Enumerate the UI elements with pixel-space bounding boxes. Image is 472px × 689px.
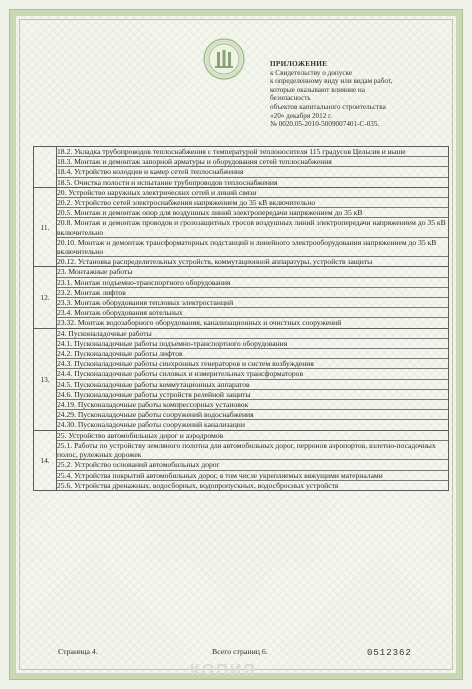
- work-item: 23.1. Монтаж подъемно-транспортного оборудования: [57, 278, 448, 288]
- work-item: 23.3. Монтаж оборудования тепловых электростанций: [57, 298, 448, 308]
- header-line: «20» декабря 2012 г.: [270, 111, 333, 120]
- work-item: 24.3. Пусконаладочные работы синхронных генераторов и систем возбуждения: [57, 359, 448, 369]
- work-item: 23.4. Монтаж оборудования котельных: [57, 308, 448, 318]
- work-item: 23. Монтажные работы: [57, 267, 448, 277]
- header-line: к определенному виду или видам работ,: [270, 77, 393, 86]
- work-item: 24.4. Пусконаладочные работы силовых и измерительных трансформаторов: [57, 369, 448, 379]
- work-item: 18.2. Укладка трубопроводов теплоснабжения с температурой теплоносителя 115 градусов Цельсия и выше: [57, 147, 448, 157]
- work-item: 25. Устройство автомобильных дорог и аэродромов: [57, 431, 448, 441]
- work-item: 20.8. Монтаж и демонтаж проводов и грозозащитных тросов воздушных линий электропередачи напряжением до 35 кВ включительно: [57, 218, 448, 237]
- work-item: 25.4. Устройства покрытий автомобильных дорог, в том числе укрепляемых вяжущими материалами: [57, 471, 448, 481]
- work-item: 20.5. Монтаж и демонтаж опор для воздушных линий электропередачи напряжением до 35 кВ: [57, 208, 448, 218]
- appendix-title: ПРИЛОЖЕНИЕ: [270, 60, 328, 68]
- header-line: № 0020.05-2010-5009007401-С-035.: [270, 120, 380, 129]
- work-item: 24.6. Пусконаладочные работы устройств релейной защиты: [57, 390, 448, 400]
- work-item: 18.4. Устройство колодцев и камер сетей теплоснабжения: [57, 167, 448, 177]
- work-item: 20.10. Монтаж и демонтаж трансформаторных подстанций и линейного электрооборудования напряжением до 35 кВ включительно: [57, 238, 448, 257]
- row-content: [57, 187, 449, 267]
- work-item: 25.6. Устройства дренажных, водосборных, водопропускных, водосбросных устройств: [57, 480, 339, 490]
- works-table: [33, 146, 449, 491]
- row-number: 14.: [34, 430, 57, 490]
- work-item: 25.2. Устройство оснований автомобильных дорог: [57, 460, 448, 470]
- row-content: [57, 328, 449, 430]
- seal-emblem-icon: [203, 38, 245, 80]
- work-item: 23.2. Монтаж лифтов: [57, 288, 448, 298]
- row-content: [57, 430, 449, 490]
- work-item: 18.3. Монтаж и демонтаж запорной арматуры и оборудования сетей теплоснабжения: [57, 157, 448, 167]
- header-line: объектов капитального строительства: [270, 102, 386, 111]
- work-item: 24.19. Пусконаладочные работы компрессорных установок: [57, 400, 448, 410]
- table-row: [34, 147, 449, 188]
- serial-number: 0512362: [367, 648, 412, 658]
- work-item: 24.29. Пусконаладочные работы сооружений водоснабжения: [57, 410, 448, 420]
- work-item: 20. Устройство наружных электрических сетей и линий связи: [57, 188, 448, 198]
- table-row: [34, 267, 449, 328]
- work-item: 24. Пусконаладочные работы: [57, 329, 448, 339]
- row-number: [34, 147, 57, 188]
- row-number: 12.: [34, 267, 57, 328]
- table-row: [34, 430, 449, 490]
- work-item: 23.32. Монтаж водозаборного оборудования, канализационных и очистных сооружений: [57, 318, 342, 328]
- page-number: Страница 4.: [58, 647, 98, 656]
- header-line: безопасность: [270, 94, 311, 103]
- appendix-header: [270, 60, 460, 129]
- work-item: 18.5. Очистка полости и испытание трубопроводов теплоснабжения: [57, 177, 278, 187]
- work-item: 24.30. Пусконаладочные работы сооружений канализации: [57, 420, 245, 430]
- work-item: 20.2. Устройство сетей электроснабжения напряжением до 35 кВ включительно: [57, 198, 448, 208]
- work-item: 25.1. Работы по устройству земляного полотна для автомобильных дорог, перронов аэропортов, взлетно-посадочных полос, рулежных дорожек: [57, 441, 448, 460]
- work-item: 24.2. Пусконаладочные работы лифтов: [57, 349, 448, 359]
- header-line: к Свидетельству о допуске: [270, 68, 353, 77]
- row-number: 13.: [34, 328, 57, 430]
- row-number: 11.: [34, 187, 57, 267]
- row-content: [57, 147, 449, 188]
- total-pages: Всего страниц 6.: [212, 647, 268, 656]
- copy-watermark: КОПИЯ: [190, 662, 257, 679]
- work-item: 24.1. Пусконаладочные работы подъемно-транспортного оборудования: [57, 339, 448, 349]
- table-row: [34, 328, 449, 430]
- work-item: 24.5. Пусконаладочные работы коммутационных аппаратов: [57, 380, 448, 390]
- header-line: которые оказывают влияние на: [270, 85, 365, 94]
- work-item: 20.12. Установка распределительных устройств, коммутационной аппаратуры, устройств защиты: [57, 257, 373, 267]
- table-row: [34, 187, 449, 267]
- row-content: [57, 267, 449, 328]
